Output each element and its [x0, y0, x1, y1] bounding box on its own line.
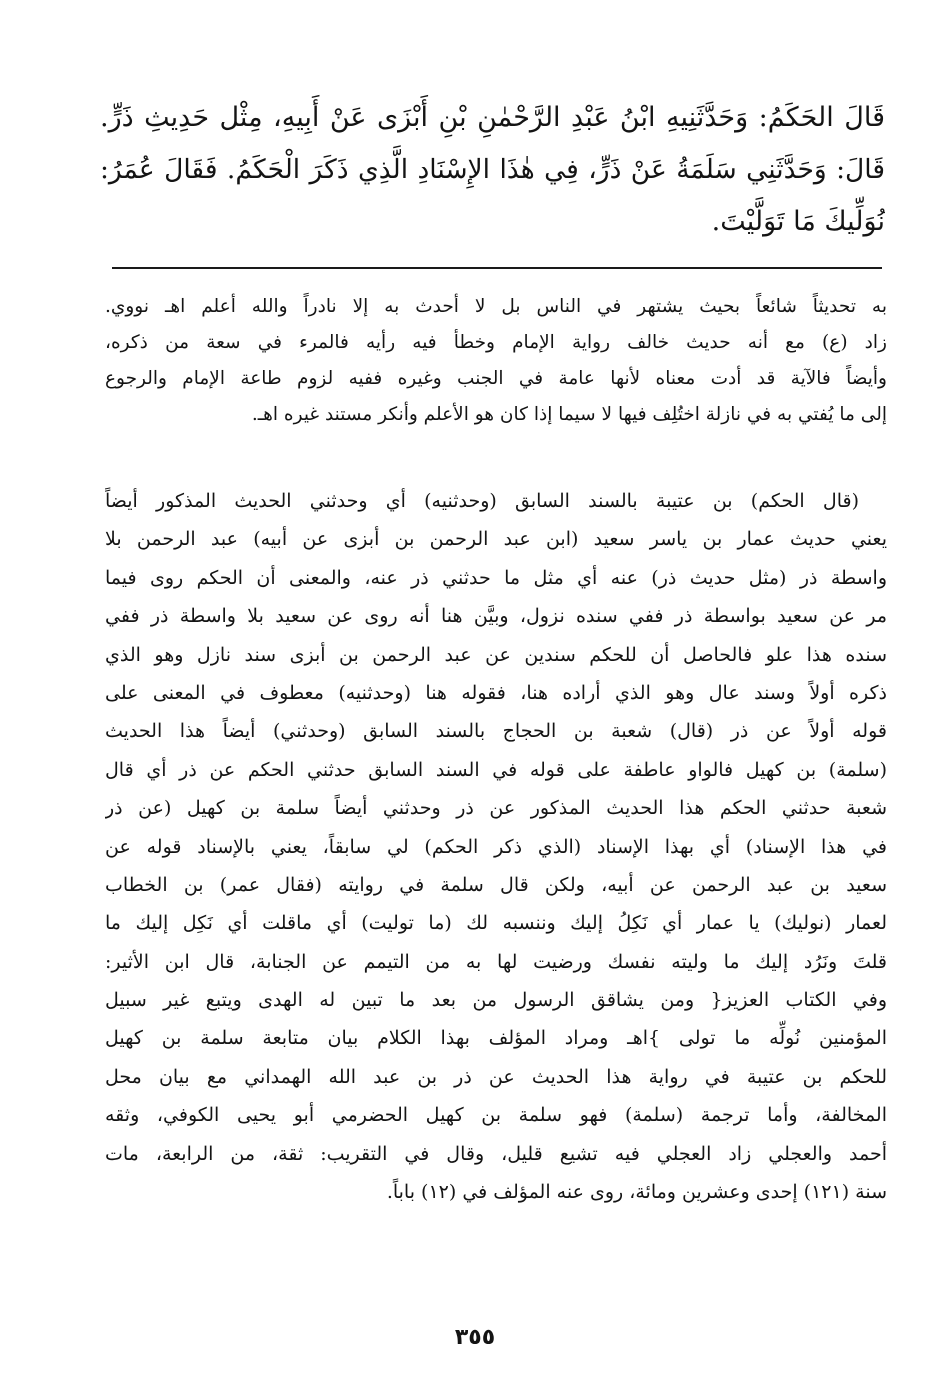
commentary-line: (قال الحكم) بن عتيبة بالسند السابق (وحدثنيه) أي وحدثني الحديث المذكور أيضاً	[105, 490, 859, 512]
footnote-text	[105, 289, 887, 433]
commentary-line: المخالفة، وأما ترجمة (سلمة) فهو سلمة بن كهيل الحضرمي أبو يحيى الكوفي، وثقه	[105, 1104, 887, 1127]
hadith-line: قَالَ الحَكَمُ: وَحَدَّثَنِيهِ ابْنُ عَبْدِ الرَّحْمٰنِ بْنِ أَبْزَى عَنْ أَبِيهِ، مِثْل حَدِيثِ ذَرٍّ.	[100, 102, 885, 133]
footnote-line: وأيضاً فالآية قد أدت معناه لأنها عامة في الجنب وغيره ففيه لزوم طاعة الإمام والرجوع	[105, 368, 887, 389]
commentary-line: مر عن سعيد بواسطة ذر ففي سنده نزول، وبيَّن هنا أنه روى عن سعيد بلا واسطة ذر ففي	[105, 605, 887, 628]
commentary-line: قوله أولاً عن ذر (قال) شعبة بن الحجاج بالسند السابق (وحدثني) أيضاً هذا الحديث	[105, 720, 887, 743]
commentary-line: أحمد والعجلي زاد العجلي فيه تشيع قليل، وقال في التقريب: ثقة، من الرابعة، مات	[105, 1142, 887, 1165]
footnote-line: إلى ما يُفتي به في نازلة اختُلِف فيها لا سيما إذا كان هو الأعلم وأنكر مستند غيره اهـ.	[251, 404, 887, 425]
commentary-line: ذكره أولاً وسند عال وهو الذي أراده هنا، فقوله هنا (وحدثنيه) معطوف في المعنى على	[105, 681, 887, 704]
commentary-line: المؤمنين نُولِّه ما تولى }اهـ ومراد المؤلف بهذا الكلام بيان متابعة سلمة بن كهيل	[105, 1027, 887, 1050]
commentary-line: سنة (١٢١) إحدى وعشرين ومائة، روى عنه المؤلف في (١٢) باباً.	[386, 1181, 887, 1204]
footnote-divider	[112, 267, 882, 269]
commentary-line: في هذا الإسناد) أي بهذا الإسناد (الذي ذكر الحكم) لي سابقاً، يعني بالإسناد قوله عن	[105, 835, 887, 858]
commentary-line: يعني حديث عمار بن ياسر سعيد (ابن عبد الرحمن بن أبزى عن أبيه) عبد الرحمن بلا	[105, 528, 887, 551]
commentary-line: سنده هذا علو فالحاصل أن للحكم سندين عن عبد الرحمن بن أبزى سند نازل وهو الذي	[105, 643, 887, 666]
page-number: ٣٥٥	[454, 1325, 496, 1350]
commentary-line: قلتَ ونَرُد إليك ما وليته نفسك ورضيت لها به من التيمم عن الجنابة، قال ابن الأثير:	[105, 950, 887, 973]
commentary-line: (سلمة) بن كهيل فالواو عاطفة على قوله في السند السابق حدثني الحكم عن ذر أي قال	[105, 758, 887, 781]
footnote-line: به تحديثاً شائعاً بحيث يشتهر في الناس بل لا أحدث به إلا نادراً والله أعلم اهـ نووي.	[105, 296, 887, 317]
commentary-line: واسطة ذر (مثل حديث ذر) عنه أي مثل ما حدثني ذر عنه، والمعنى أن الحكم روى فيما	[105, 566, 887, 589]
hadith-line: قَالَ: وَحَدَّثَنِي سَلَمَةُ عَنْ ذَرٍّ، فِي هٰذَا الإِسْنَادِ الَّذِي ذَكَرَ الْحَكَمُ. فَقَالَ عُمَرُ:	[100, 154, 885, 185]
commentary-line: وفي الكتاب العزيز{ ومن يشاقق الرسول من بعد ما تبين له الهدى ويتبع غير سبيل	[105, 989, 887, 1012]
commentary-line: للحكم بن عتيبة في رواية هذا الحديث عن ذر بن عبد الله الهمداني مع بيان محل	[105, 1065, 887, 1088]
commentary-line: لعمار (نوليك) يا عمار أي نَكِلُ إليك وننسبه لك (ما توليت) أي ماقلت أي نَكِل إليك ما	[105, 912, 887, 935]
commentary-line: شعبة حدثني الحكم هذا الحديث المذكور عن ذر وحدثني أيضاً سلمة بن كهيل (عن ذر	[105, 797, 887, 820]
commentary-text	[105, 482, 887, 1211]
hadith-line: نُوَلِّيكَ مَا تَوَلَّيْتَ.	[711, 206, 885, 237]
hadith-text	[100, 92, 885, 248]
footnote-line: زاد (ع) مع أنه حديث خالف رواية الإمام وخطأ فيه رأيه فالمرء في سعة من ذكره،	[105, 332, 887, 353]
commentary-line: سعيد بن عبد الرحمن عن أبيه، ولكن قال سلمة في روايته (فقال عمر) بن الخطاب	[105, 873, 887, 896]
